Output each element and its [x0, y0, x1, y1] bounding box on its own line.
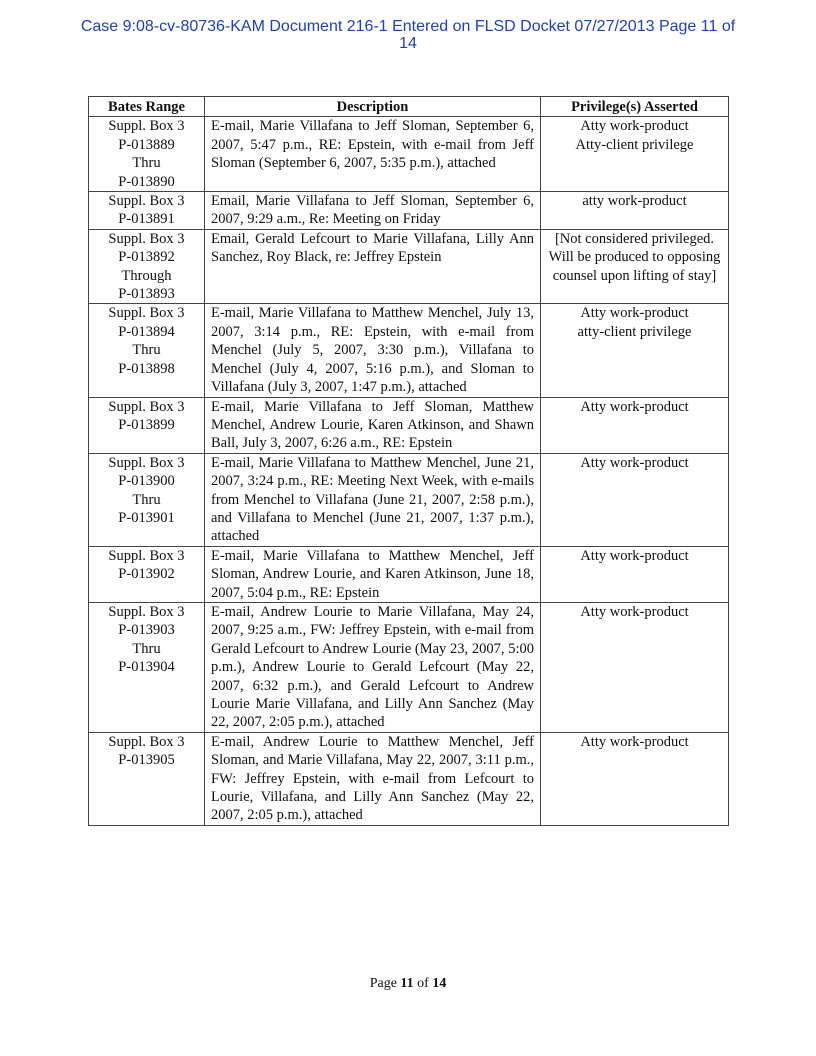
bates-range-line: P-013891 [118, 211, 175, 228]
table-row [89, 304, 729, 397]
privilege-cell [541, 304, 729, 397]
description-cell: Email, Gerald Lefcourt to Marie Villafana, Lilly Ann Sanchez, Roy Black, re: Jeffrey Epstein [205, 229, 541, 304]
description-cell: E-mail, Marie Villafana to Matthew Menchel, Jeff Sloman, Andrew Lourie, and Karen Atkinson, June 18, 2007, 5:04 p.m., RE: Epstein [205, 546, 541, 602]
table-row [89, 453, 729, 546]
description-cell: Email, Marie Villafana to Jeff Sloman, September 6, 2007, 9:29 a.m., Re: Meeting on Friday [205, 192, 541, 230]
privilege-line: atty-client privilege [577, 323, 692, 340]
description-cell: E-mail, Marie Villafana to Matthew Menchel, June 21, 2007, 3:24 p.m., RE: Meeting Next Week, with e-mails from Menchel to Villafana (June 21, 2007, 2:58 p.m.), and Villafana to Menchel (June 21, 2007, 1:37 p.m.), attached [205, 453, 541, 546]
column-header-privilege: Privilege(s) Asserted [541, 97, 729, 117]
bates-range-line: P-013894 [118, 323, 175, 340]
privilege-line: Atty work-product [580, 733, 689, 750]
footer-page-current: 11 [400, 976, 414, 991]
bates-range-line: P-013890 [118, 173, 175, 190]
privilege-line: Atty work-product [580, 305, 689, 322]
bates-range-cell [89, 192, 205, 230]
bates-range-line: Suppl. Box 3 [108, 454, 185, 471]
bates-range-line: Suppl. Box 3 [108, 118, 185, 135]
bates-range-line: P-013893 [118, 286, 175, 303]
description-cell: E-mail, Andrew Lourie to Marie Villafana, May 24, 2007, 9:25 a.m., FW: Jeffrey Epstein, with e-mail from Gerald Lefcourt to Andrew Lourie (May 23, 2007, 5:00 p.m.), Andrew Lourie to Gerald Lefcourt (May 22, 2007, 6:32 p.m.), and Gerald Lefcourt to Andrew Lourie Marie Villafana, and Lilly Ann Sanchez (May 22, 2007, 2:05 p.m.), attached [205, 602, 541, 732]
table-row [89, 117, 729, 192]
privilege-line: atty work-product [582, 193, 687, 210]
privilege-line: Atty work-product [580, 603, 689, 620]
docket-header-line1: Case 9:08-cv-80736-KAM Document 216-1 Entered on FLSD Docket 07/27/2013 Page 11 of [80, 18, 736, 35]
description-cell: E-mail, Marie Villafana to Jeff Sloman, Matthew Menchel, Andrew Lourie, Karen Atkinson, and Shawn Ball, July 3, 2007, 6:26 a.m., RE: Epstein [205, 397, 541, 453]
privilege-cell [541, 732, 729, 825]
privilege-line: [Not considered privileged. Will be produced to opposing counsel upon lifting of stay] [548, 230, 721, 284]
table-row [89, 732, 729, 825]
bates-range-cell [89, 117, 205, 192]
description-cell: E-mail, Andrew Lourie to Matthew Menchel, Jeff Sloman, and Marie Villafana, May 22, 2007, 3:11 p.m., FW: Jeffrey Epstein, with e-mail from Lefcourt to Lourie, Villafana, and Lilly Ann Sanchez (May 22, 2007, 2:05 p.m.), attached [205, 732, 541, 825]
bates-range-line: Thru [132, 491, 161, 508]
bates-range-line: P-013902 [118, 566, 175, 583]
bates-range-line: Suppl. Box 3 [108, 398, 185, 415]
bates-range-cell [89, 304, 205, 397]
docket-header-line2: 14 [399, 35, 417, 52]
privilege-cell [541, 453, 729, 546]
bates-range-line: P-013904 [118, 659, 175, 676]
bates-range-line: Suppl. Box 3 [108, 603, 185, 620]
privilege-log-table [88, 96, 729, 826]
bates-range-line: P-013905 [118, 752, 175, 769]
description-cell: E-mail, Marie Villafana to Matthew Menchel, July 13, 2007, 3:14 p.m., RE: Epstein, with e-mail from Menchel (July 5, 2007, 3:30 p.m.), Villafana to Menchel (July 4, 2007, 5:16 p.m.), and Sloman to Villafana (July 3, 2007, 1:47 p.m.), attached [205, 304, 541, 397]
bates-range-line: P-013901 [118, 509, 175, 526]
privilege-line: Atty work-product [580, 398, 689, 415]
page-footer [0, 976, 816, 992]
footer-page-label: Page [369, 976, 397, 991]
bates-range-line: P-013899 [118, 416, 175, 433]
bates-range-line: Thru [132, 640, 161, 657]
bates-range-line: Thru [132, 342, 161, 359]
bates-range-line: Suppl. Box 3 [108, 547, 185, 564]
table-row [89, 546, 729, 602]
table-row [89, 397, 729, 453]
privilege-line: Atty-client privilege [575, 136, 694, 153]
column-header-description: Description [205, 97, 541, 117]
footer-page-of: of [417, 976, 429, 991]
bates-range-line: Suppl. Box 3 [108, 305, 185, 322]
bates-range-cell [89, 546, 205, 602]
bates-range-line: Suppl. Box 3 [108, 193, 185, 210]
table-header-row [89, 97, 729, 117]
bates-range-line: P-013903 [118, 622, 175, 639]
footer-page-total: 14 [432, 976, 447, 991]
bates-range-line: Through [121, 267, 172, 284]
table-row [89, 192, 729, 230]
docket-header [60, 18, 756, 52]
privilege-line: Atty work-product [580, 118, 689, 135]
bates-range-cell [89, 397, 205, 453]
bates-range-line: P-013898 [118, 360, 175, 377]
bates-range-cell [89, 732, 205, 825]
bates-range-line: P-013889 [118, 136, 175, 153]
bates-range-line: Suppl. Box 3 [108, 230, 185, 247]
privilege-line: Atty work-product [580, 547, 689, 564]
privilege-cell [541, 117, 729, 192]
privilege-cell [541, 602, 729, 732]
table-row [89, 229, 729, 304]
privilege-line: Atty work-product [580, 454, 689, 471]
bates-range-line: Thru [132, 155, 161, 172]
bates-range-line: Suppl. Box 3 [108, 733, 185, 750]
bates-range-cell [89, 229, 205, 304]
bates-range-cell [89, 453, 205, 546]
bates-range-line: P-013900 [118, 473, 175, 490]
table-body [89, 117, 729, 825]
privilege-cell [541, 546, 729, 602]
privilege-cell [541, 397, 729, 453]
bates-range-line: P-013892 [118, 249, 175, 266]
column-header-bates-range: Bates Range [89, 97, 205, 117]
table-row [89, 602, 729, 732]
privilege-cell [541, 229, 729, 304]
privilege-cell [541, 192, 729, 230]
bates-range-cell [89, 602, 205, 732]
description-cell: E-mail, Marie Villafana to Jeff Sloman, September 6, 2007, 5:47 p.m., RE: Epstein, with e-mail from Jeff Sloman (September 6, 2007, 5:35 p.m.), attached [205, 117, 541, 192]
